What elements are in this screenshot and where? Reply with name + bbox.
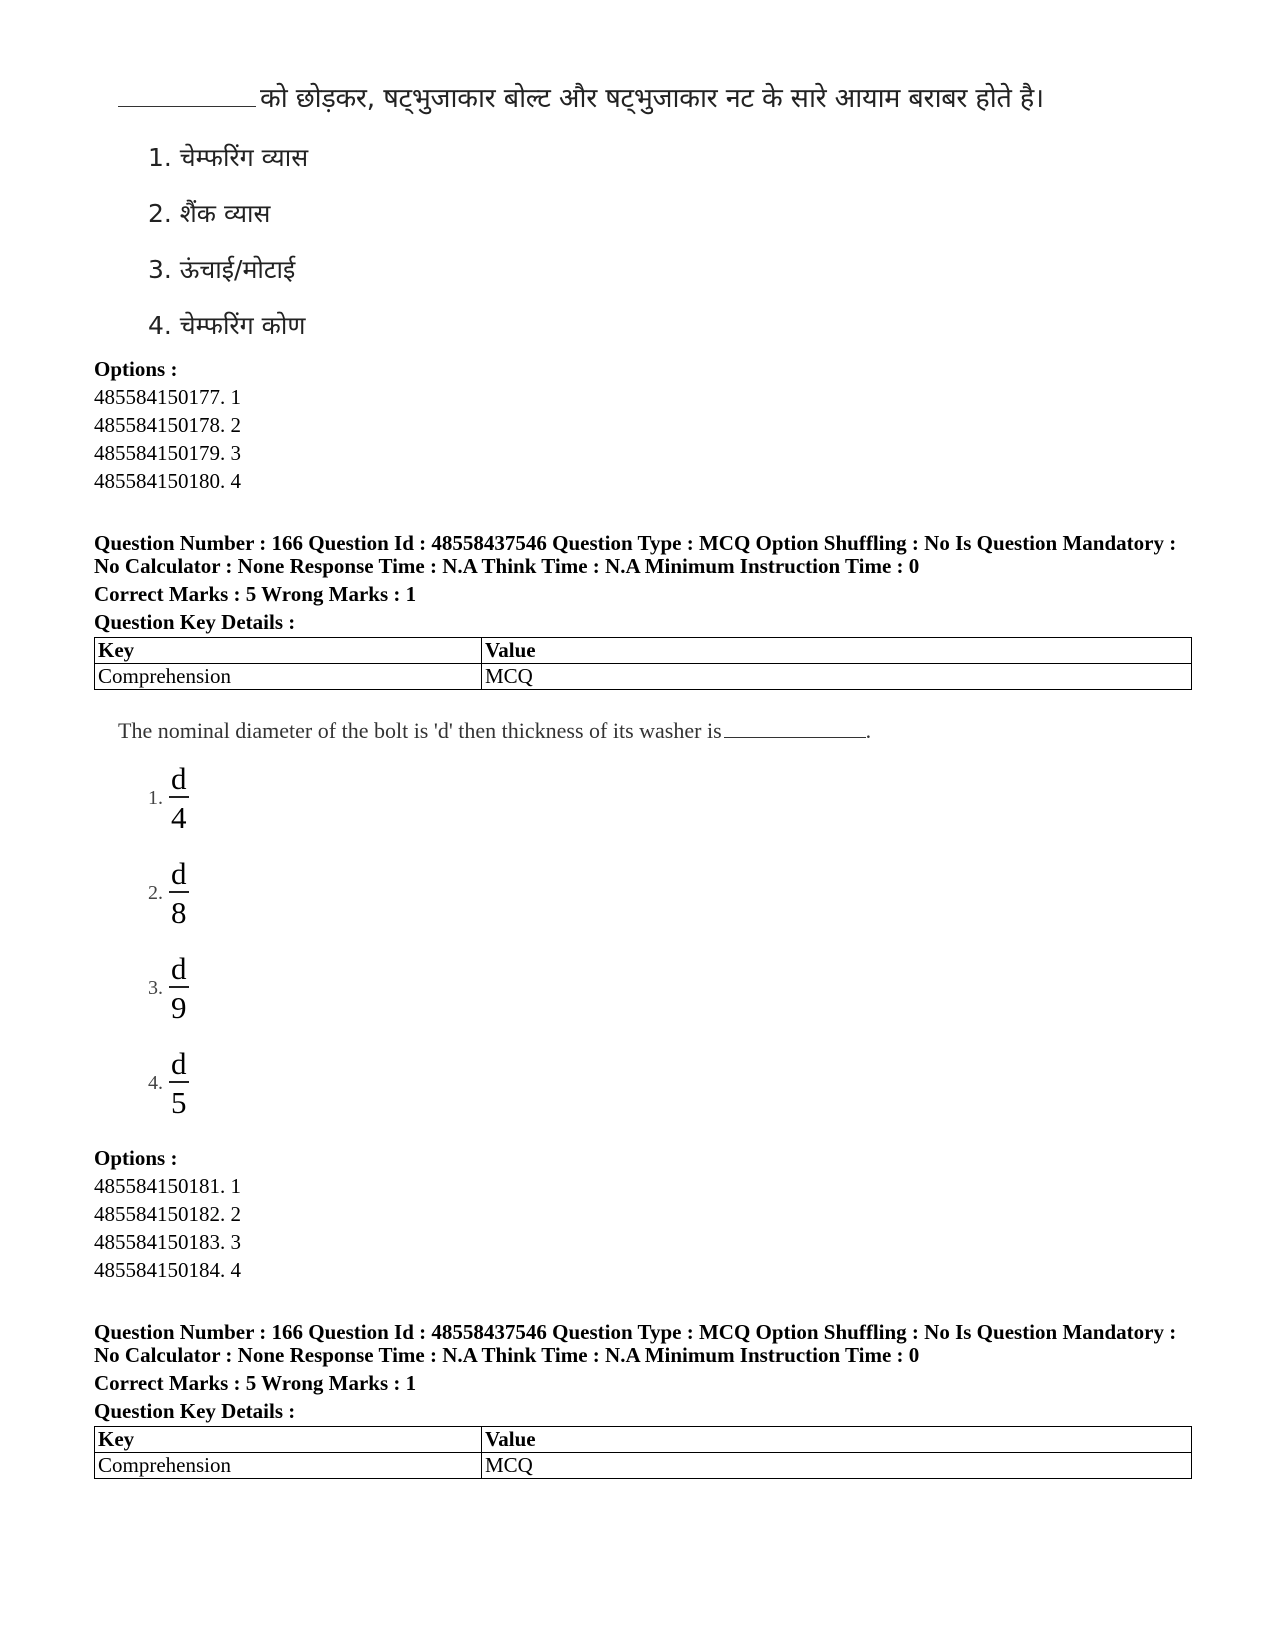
choice-2 [148,852,189,934]
table-row [95,664,1192,690]
fraction [169,858,189,928]
question-key-details-label: Question Key Details : [94,1399,296,1423]
choice-label: 4. [148,1071,163,1094]
option-4: 485584150180. 4 [94,469,241,493]
table-cell-key: Comprehension [95,664,482,690]
option-3: 485584150179. 3 [94,441,241,465]
question-stem-english [118,718,871,744]
fraction-numerator: d [171,951,187,986]
choice-1 [148,757,189,839]
option-4: 485584150184. 4 [94,1258,241,1282]
choice-label: 1. [148,786,163,809]
choice-label: 2. [148,881,163,904]
table-header-key: Key [95,638,482,664]
question-stem-end: . [865,718,872,743]
fraction [169,1048,189,1118]
choice-3 [148,947,189,1029]
option-2: 485584150178. 2 [94,413,241,437]
answer-blank [118,106,256,107]
table-cell-value: MCQ [482,1453,1192,1479]
question-key-table [94,1426,1192,1479]
option-1: 485584150177. 1 [94,385,241,409]
choice-1: 1. चेम्फरिंग व्यास [148,143,309,172]
choice-4 [148,1042,189,1124]
fraction-denominator: 4 [171,800,187,835]
choice-4: 4. चेम्फरिंग कोण [148,311,306,340]
question-meta-line-1: Question Number : 166 Question Id : 48558437546 Question Type : MCQ Option Shuffling : No Is Question Mandatory : [94,531,1177,555]
fraction-denominator: 5 [171,1085,187,1120]
question-meta-line-1: Question Number : 166 Question Id : 48558437546 Question Type : MCQ Option Shuffling : No Is Question Mandatory : [94,1320,1177,1344]
option-3: 485584150183. 3 [94,1230,241,1254]
choice-label: 3. [148,976,163,999]
fraction-numerator: d [171,1046,187,1081]
table-header-key: Key [95,1427,482,1453]
choice-2: 2. शैंक व्यास [148,199,271,228]
choice-3: 3. ऊंचाई/मोटाई [148,255,296,284]
fraction [169,953,189,1023]
fraction [169,763,189,833]
table-header-row [95,1427,1192,1453]
table-cell-value: MCQ [482,664,1192,690]
question-meta-line-2: No Calculator : None Response Time : N.A Think Time : N.A Minimum Instruction Time : 0 [94,1343,920,1367]
fraction-numerator: d [171,761,187,796]
question-meta-line-2: No Calculator : None Response Time : N.A Think Time : N.A Minimum Instruction Time : 0 [94,554,920,578]
table-row [95,1453,1192,1479]
question-key-details-label: Question Key Details : [94,610,296,634]
question-stem-text: The nominal diameter of the bolt is 'd' then thickness of its washer is [118,718,722,743]
question-stem-text: को छोड़कर, षट्भुजाकार बोल्ट और षट्भुजाकार नट के सारे आयाम बराबर होते है। [260,83,1044,114]
fraction-denominator: 8 [171,895,187,930]
option-2: 485584150182. 2 [94,1202,241,1226]
fraction-numerator: d [171,856,187,891]
table-header-value: Value [482,638,1192,664]
table-cell-key: Comprehension [95,1453,482,1479]
fraction-denominator: 9 [171,990,187,1025]
option-1: 485584150181. 1 [94,1174,241,1198]
question-marks: Correct Marks : 5 Wrong Marks : 1 [94,582,417,606]
question-key-table [94,637,1192,690]
options-heading: Options : [94,357,178,381]
answer-blank [724,737,866,738]
question-stem-hindi [118,78,1044,115]
table-header-value: Value [482,1427,1192,1453]
question-marks: Correct Marks : 5 Wrong Marks : 1 [94,1371,417,1395]
options-heading: Options : [94,1146,178,1170]
table-header-row [95,638,1192,664]
